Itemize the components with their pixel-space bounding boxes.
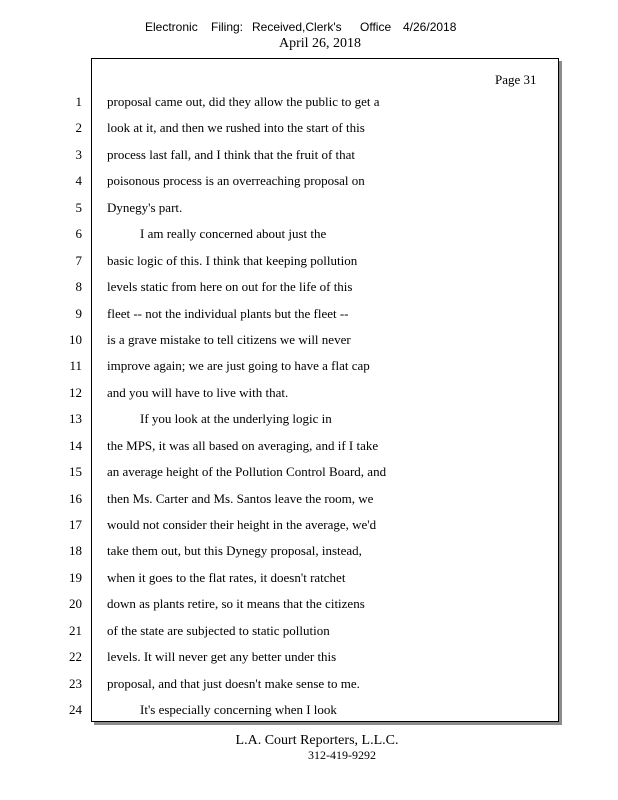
line-number: 16 xyxy=(69,490,82,506)
transcript-line: down as plants retire, so it means that the citizens xyxy=(107,596,365,612)
line-number: 4 xyxy=(75,173,82,189)
filing-date: April 26, 2018 xyxy=(278,36,362,51)
transcript-line: If you look at the underlying logic in xyxy=(140,411,332,427)
line-number: 23 xyxy=(69,675,82,691)
line-number: 7 xyxy=(75,252,82,268)
line-number: 11 xyxy=(69,358,82,374)
line-number: 15 xyxy=(69,464,82,480)
filing-stamp-date: 4/26/2018 xyxy=(403,20,457,34)
page-number: Page 31 xyxy=(495,72,537,87)
transcript-line: basic logic of this. I think that keeping pollution xyxy=(107,252,358,268)
transcript-line: is a grave mistake to tell citizens we will never xyxy=(107,331,351,347)
transcript-line: I am really concerned about just the xyxy=(140,226,327,242)
transcript-line: when it goes to the flat rates, it doesn't ratchet xyxy=(107,569,346,585)
line-number-column xyxy=(60,93,82,728)
line-number: 19 xyxy=(69,569,82,585)
transcript-line: levels. It will never get any better under this xyxy=(107,649,337,665)
line-number: 8 xyxy=(75,279,82,295)
line-number: 12 xyxy=(69,384,82,400)
filing-stamp-word: Office xyxy=(360,20,392,34)
transcript-line: of the state are subjected to static pollution xyxy=(107,622,330,638)
transcript-line: an average height of the Pollution Control Board, and xyxy=(107,464,387,480)
line-number: 18 xyxy=(69,543,82,559)
line-number: 17 xyxy=(69,517,82,532)
line-number: 2 xyxy=(75,120,82,136)
court-reporter-name: L.A. Court Reporters, L.L.C. xyxy=(235,733,399,748)
line-number: 10 xyxy=(69,331,82,347)
transcript-line: fleet -- not the individual plants but the fleet -- xyxy=(107,305,349,321)
transcript-text xyxy=(107,93,552,728)
transcript-line: take them out, but this Dynegy proposal, instead, xyxy=(107,543,362,559)
transcript-line: would not consider their height in the average, we'd xyxy=(107,517,377,532)
line-number: 22 xyxy=(69,649,82,665)
line-number: 14 xyxy=(69,437,82,453)
line-number: 13 xyxy=(69,411,82,427)
line-number: 9 xyxy=(75,305,82,321)
transcript-line: and you will have to live with that. xyxy=(107,384,289,400)
line-number: 1 xyxy=(75,94,82,109)
line-number: 5 xyxy=(75,199,82,215)
transcript-line: levels static from here on out for the life of this xyxy=(107,279,353,295)
line-number: 24 xyxy=(69,702,82,718)
transcript-line: Dynegy's part. xyxy=(107,199,183,215)
transcript-line: look at it, and then we rushed into the start of this xyxy=(107,120,365,136)
line-number: 6 xyxy=(75,226,82,242)
line-number: 3 xyxy=(75,146,82,162)
transcript-line: proposal came out, did they allow the public to get a xyxy=(107,94,380,109)
line-number: 20 xyxy=(69,596,82,612)
line-number: 21 xyxy=(69,622,82,638)
filing-stamp-word: Received,Clerk's xyxy=(252,20,342,34)
transcript-line: poisonous process is an overreaching proposal on xyxy=(107,173,365,189)
transcript-line: the MPS, it was all based on averaging, and if I take xyxy=(107,437,379,453)
filing-stamp-word: Electronic xyxy=(145,20,198,34)
transcript-line: process last fall, and I think that the fruit of that xyxy=(107,146,356,162)
court-reporter-phone: 312-419-9292 xyxy=(308,748,376,762)
transcript-line: then Ms. Carter and Ms. Santos leave the room, we xyxy=(107,490,374,506)
transcript-line: It's especially concerning when I look xyxy=(140,702,337,718)
electronic-filing-stamp xyxy=(0,20,618,36)
transcript-line: improve again; we are just going to have a flat cap xyxy=(107,358,370,374)
transcript-line: proposal, and that just doesn't make sense to me. xyxy=(107,675,360,691)
filing-stamp-word: Filing: xyxy=(211,20,244,34)
